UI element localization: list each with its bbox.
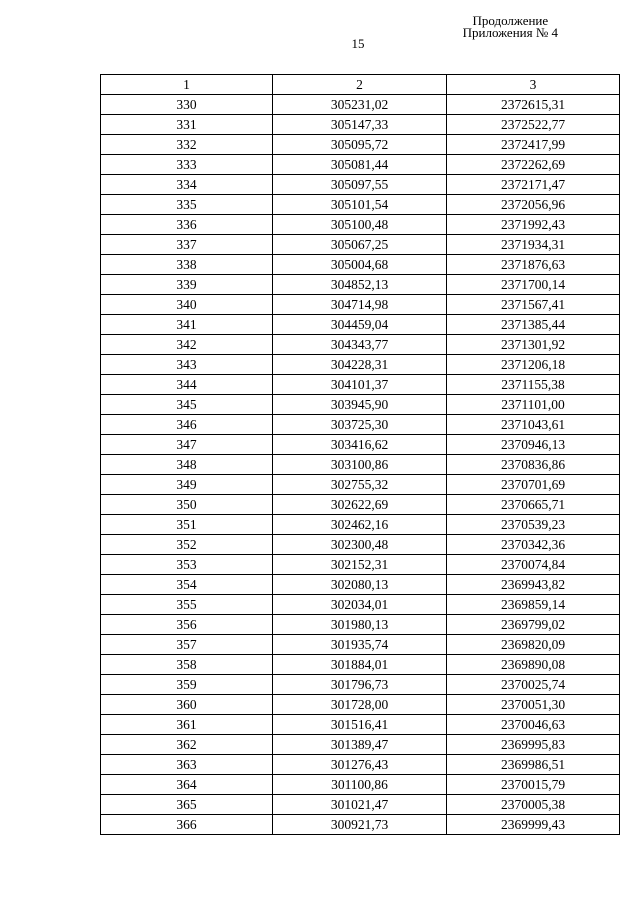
x-coordinate-cell: 302622,69: [273, 495, 447, 515]
table-row: [101, 635, 620, 655]
table-body: [101, 95, 620, 835]
x-coordinate-cell: 305101,54: [273, 195, 447, 215]
y-coordinate-cell: 2371206,18: [447, 355, 620, 375]
table-row: [101, 95, 620, 115]
table-row: [101, 675, 620, 695]
x-coordinate-cell: 303100,86: [273, 455, 447, 475]
x-coordinate-cell: 301389,47: [273, 735, 447, 755]
table-row: [101, 155, 620, 175]
y-coordinate-cell: 2372522,77: [447, 115, 620, 135]
point-number-cell: 341: [101, 315, 273, 335]
point-number-cell: 338: [101, 255, 273, 275]
x-coordinate-cell: 301100,86: [273, 775, 447, 795]
x-coordinate-cell: 305097,55: [273, 175, 447, 195]
point-number-cell: 339: [101, 275, 273, 295]
point-number-cell: 345: [101, 395, 273, 415]
y-coordinate-cell: 2370015,79: [447, 775, 620, 795]
y-coordinate-cell: 2371043,61: [447, 415, 620, 435]
x-coordinate-cell: 302300,48: [273, 535, 447, 555]
y-coordinate-cell: 2370836,86: [447, 455, 620, 475]
point-number-cell: 336: [101, 215, 273, 235]
y-coordinate-cell: 2371567,41: [447, 295, 620, 315]
y-coordinate-cell: 2369999,43: [447, 815, 620, 835]
x-coordinate-cell: 302034,01: [273, 595, 447, 615]
y-coordinate-cell: 2370025,74: [447, 675, 620, 695]
point-number-cell: 351: [101, 515, 273, 535]
point-number-cell: 354: [101, 575, 273, 595]
y-coordinate-cell: 2372171,47: [447, 175, 620, 195]
y-coordinate-cell: 2369995,83: [447, 735, 620, 755]
x-coordinate-cell: 304852,13: [273, 275, 447, 295]
x-coordinate-cell: 302080,13: [273, 575, 447, 595]
x-coordinate-cell: 305100,48: [273, 215, 447, 235]
point-number-cell: 331: [101, 115, 273, 135]
table-header-row: [101, 75, 620, 95]
y-coordinate-cell: 2370665,71: [447, 495, 620, 515]
x-coordinate-cell: 303945,90: [273, 395, 447, 415]
y-coordinate-cell: 2372417,99: [447, 135, 620, 155]
point-number-cell: 352: [101, 535, 273, 555]
point-number-cell: 357: [101, 635, 273, 655]
table-row: [101, 215, 620, 235]
continuation-line-1: Продолжение: [472, 13, 549, 28]
y-coordinate-cell: 2372615,31: [447, 95, 620, 115]
point-number-cell: 350: [101, 495, 273, 515]
y-coordinate-cell: 2371992,43: [447, 215, 620, 235]
x-coordinate-cell: 304714,98: [273, 295, 447, 315]
table-row: [101, 275, 620, 295]
table-row: [101, 755, 620, 775]
x-coordinate-cell: 300921,73: [273, 815, 447, 835]
y-coordinate-cell: 2370946,13: [447, 435, 620, 455]
table-row: [101, 355, 620, 375]
table-row: [101, 535, 620, 555]
table-row: [101, 575, 620, 595]
point-number-cell: 349: [101, 475, 273, 495]
column-header-1: 1: [101, 75, 273, 95]
point-number-cell: 364: [101, 775, 273, 795]
point-number-cell: 360: [101, 695, 273, 715]
table-row: [101, 415, 620, 435]
y-coordinate-cell: 2369859,14: [447, 595, 620, 615]
y-coordinate-cell: 2370342,36: [447, 535, 620, 555]
point-number-cell: 366: [101, 815, 273, 835]
point-number-cell: 334: [101, 175, 273, 195]
y-coordinate-cell: 2369986,51: [447, 755, 620, 775]
y-coordinate-cell: 2371700,14: [447, 275, 620, 295]
x-coordinate-cell: 304101,37: [273, 375, 447, 395]
y-coordinate-cell: 2372056,96: [447, 195, 620, 215]
y-coordinate-cell: 2369820,09: [447, 635, 620, 655]
table-row: [101, 335, 620, 355]
table-row: [101, 795, 620, 815]
x-coordinate-cell: 302755,32: [273, 475, 447, 495]
point-number-cell: 359: [101, 675, 273, 695]
y-coordinate-cell: 2370701,69: [447, 475, 620, 495]
page-number: 15: [351, 36, 365, 51]
y-coordinate-cell: 2371301,92: [447, 335, 620, 355]
y-coordinate-cell: 2371385,44: [447, 315, 620, 335]
x-coordinate-cell: 302152,31: [273, 555, 447, 575]
coordinates-table: [100, 74, 620, 835]
table-row: [101, 255, 620, 275]
x-coordinate-cell: 301276,43: [273, 755, 447, 775]
table-row: [101, 175, 620, 195]
y-coordinate-cell: 2371101,00: [447, 395, 620, 415]
x-coordinate-cell: 302462,16: [273, 515, 447, 535]
table-row: [101, 235, 620, 255]
x-coordinate-cell: 305231,02: [273, 95, 447, 115]
y-coordinate-cell: 2370046,63: [447, 715, 620, 735]
point-number-cell: 344: [101, 375, 273, 395]
table-row: [101, 395, 620, 415]
table-row: [101, 475, 620, 495]
x-coordinate-cell: 303725,30: [273, 415, 447, 435]
x-coordinate-cell: 304459,04: [273, 315, 447, 335]
y-coordinate-cell: 2370074,84: [447, 555, 620, 575]
x-coordinate-cell: 305095,72: [273, 135, 447, 155]
point-number-cell: 362: [101, 735, 273, 755]
y-coordinate-cell: 2369943,82: [447, 575, 620, 595]
point-number-cell: 361: [101, 715, 273, 735]
table-row: [101, 135, 620, 155]
table-row: [101, 595, 620, 615]
continuation-line-2: Приложения № 4: [462, 25, 558, 40]
point-number-cell: 342: [101, 335, 273, 355]
point-number-cell: 343: [101, 355, 273, 375]
point-number-cell: 335: [101, 195, 273, 215]
x-coordinate-cell: 301935,74: [273, 635, 447, 655]
point-number-cell: 355: [101, 595, 273, 615]
x-coordinate-cell: 301021,47: [273, 795, 447, 815]
column-header-3: 3: [447, 75, 620, 95]
point-number-cell: 363: [101, 755, 273, 775]
x-coordinate-cell: 301516,41: [273, 715, 447, 735]
x-coordinate-cell: 301884,01: [273, 655, 447, 675]
point-number-cell: 340: [101, 295, 273, 315]
table-row: [101, 295, 620, 315]
y-coordinate-cell: 2370051,30: [447, 695, 620, 715]
y-coordinate-cell: 2369799,02: [447, 615, 620, 635]
x-coordinate-cell: 301728,00: [273, 695, 447, 715]
y-coordinate-cell: 2370005,38: [447, 795, 620, 815]
table-row: [101, 555, 620, 575]
y-coordinate-cell: 2371155,38: [447, 375, 620, 395]
x-coordinate-cell: 304343,77: [273, 335, 447, 355]
y-coordinate-cell: 2371876,63: [447, 255, 620, 275]
point-number-cell: 356: [101, 615, 273, 635]
point-number-cell: 347: [101, 435, 273, 455]
point-number-cell: 353: [101, 555, 273, 575]
x-coordinate-cell: 305004,68: [273, 255, 447, 275]
table-row: [101, 455, 620, 475]
point-number-cell: 333: [101, 155, 273, 175]
table-row: [101, 615, 620, 635]
point-number-cell: 348: [101, 455, 273, 475]
point-number-cell: 358: [101, 655, 273, 675]
table-row: [101, 735, 620, 755]
continuation-note: [463, 15, 558, 39]
point-number-cell: 365: [101, 795, 273, 815]
y-coordinate-cell: 2370539,23: [447, 515, 620, 535]
table-row: [101, 495, 620, 515]
table-row: [101, 435, 620, 455]
point-number-cell: 332: [101, 135, 273, 155]
column-header-2: 2: [273, 75, 447, 95]
table-row: [101, 695, 620, 715]
table-row: [101, 815, 620, 835]
x-coordinate-cell: 305067,25: [273, 235, 447, 255]
table-row: [101, 775, 620, 795]
table-row: [101, 655, 620, 675]
table-row: [101, 515, 620, 535]
x-coordinate-cell: 303416,62: [273, 435, 447, 455]
x-coordinate-cell: 304228,31: [273, 355, 447, 375]
point-number-cell: 346: [101, 415, 273, 435]
point-number-cell: 337: [101, 235, 273, 255]
x-coordinate-cell: 305081,44: [273, 155, 447, 175]
table-row: [101, 315, 620, 335]
table-row: [101, 715, 620, 735]
y-coordinate-cell: 2371934,31: [447, 235, 620, 255]
y-coordinate-cell: 2369890,08: [447, 655, 620, 675]
point-number-cell: 330: [101, 95, 273, 115]
table-row: [101, 195, 620, 215]
y-coordinate-cell: 2372262,69: [447, 155, 620, 175]
x-coordinate-cell: 305147,33: [273, 115, 447, 135]
x-coordinate-cell: 301796,73: [273, 675, 447, 695]
x-coordinate-cell: 301980,13: [273, 615, 447, 635]
table-row: [101, 115, 620, 135]
table-row: [101, 375, 620, 395]
